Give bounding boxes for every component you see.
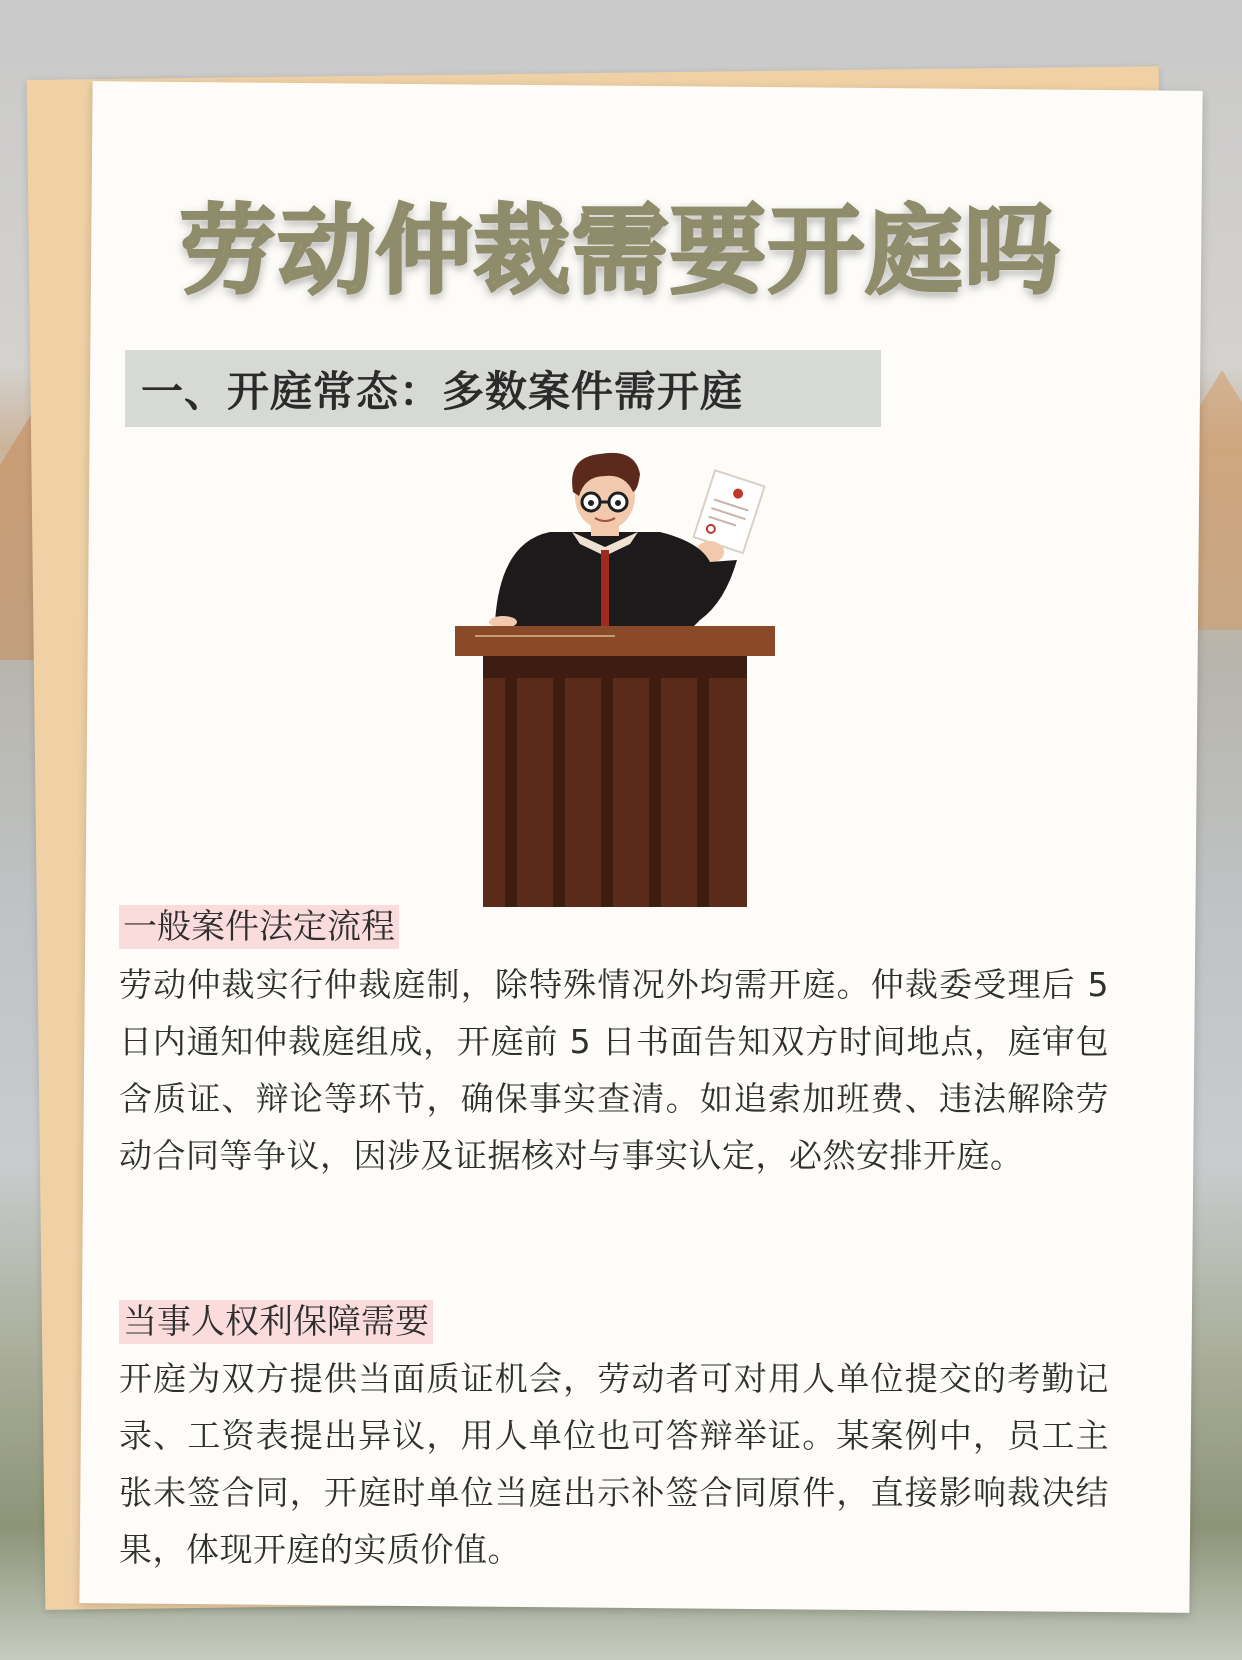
paragraph-rights-protection: 开庭为双方提供当面质证机会，劳动者可对用人单位提交的考勤记录、工资表提出异议，用人单位也可答辩举证。某案例中，员工主张未签合同，开庭时单位当庭出示补签合同原件，直接影响裁决结果，体现开庭的实质价值。 xyxy=(119,1359,1109,1569)
tie xyxy=(601,550,609,626)
head xyxy=(572,453,640,530)
page-title: 劳动仲裁需要开庭吗 xyxy=(180,195,1062,307)
subtitle-rights-protection: 当事人权利保障需要 xyxy=(119,1300,433,1344)
podium xyxy=(455,626,775,907)
document-icon xyxy=(694,470,765,553)
subtitle-legal-procedure: 一般案件法定流程 xyxy=(119,905,399,949)
section-heading: 一、开庭常态：多数案件需开庭 xyxy=(141,366,744,416)
lawyer-at-podium-illustration xyxy=(455,452,775,907)
paragraph-legal-procedure: 劳动仲裁实行仲裁庭制，除特殊情况外均需开庭。仲裁委受理后 5 日内通知仲裁庭组成，开庭前 5 日书面告知双方时间地点，庭审包含质证、辩论等环节，确保事实查清。如追索加班费、违法解除劳动合同等争议，因涉及证据核对与事实认定，必然安排开庭。 xyxy=(119,965,1109,1175)
section-heading-banner xyxy=(125,350,881,427)
